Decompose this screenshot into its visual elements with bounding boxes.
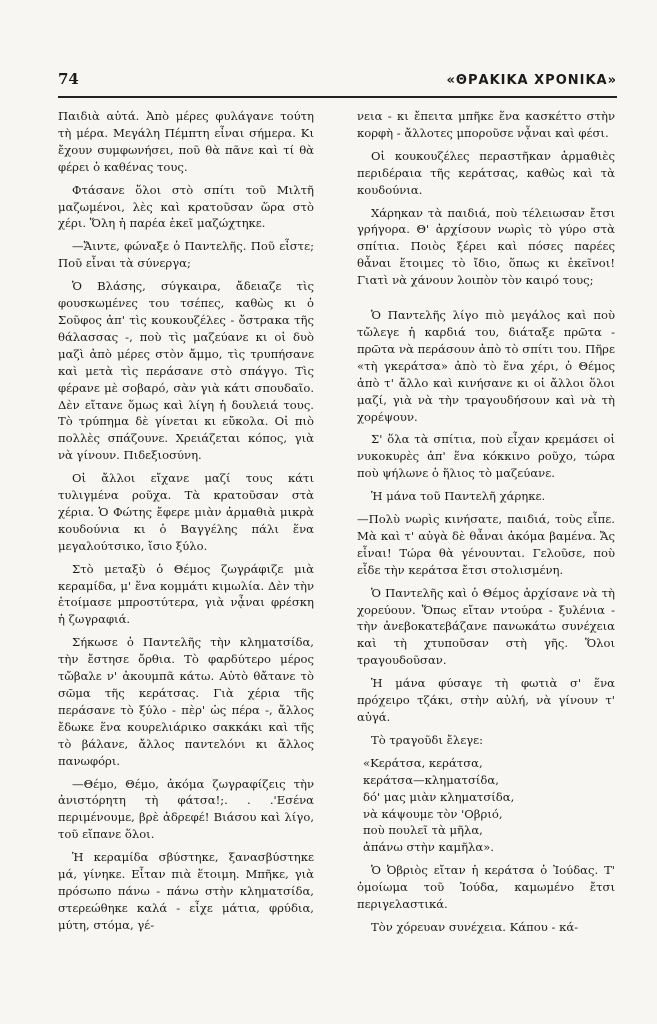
paragraph: Τὸν χόρευαν συνέχεια. Κάπου - κά- <box>371 919 579 934</box>
paragraph: Σήκωσε ὁ Παντελῆς τὴν κληματσίδα, τὴν ἔστησε ὄρθια. Τὸ φαρδύτερο μέρος τὤβαλε ν' ἀκουμπᾶ κάτω. Αὐτὸ θἄτανε τὸ σῶμα τῆς κεράτσας. Γιὰ χέρια τῆς περάσανε τὸ ξύλο - πὲρ' ὡς πέρα -, ἄλλος ἔδωκε ἕνα κουρελιάρικο σακκάκι καὶ τῆς τὸ βάλανε, ἄλλος παντελόνι κι ἄλλος πανωφόρι. <box>58 635 314 768</box>
paragraph: Οἱ ἄλλοι εἴχανε μαζί τους κάτι τυλιγμένα ροῦχα. Τὰ κρατοῦσαν στὰ χέρια. Ὁ Φώτης ἔφερε μιὰν ἁρμαθιὰ μικρὰ κουδούνια κι ὁ Βαγγέλης πάλι ἕνα μεγαλούτσικο, ἴσιο ξύλο. <box>58 471 314 553</box>
song-line: δό' μας μιὰν κληματσίδα, <box>363 789 515 804</box>
paragraph: Ὁ Ὀβριὸς εἴταν ἡ κεράτσα ὁ Ἰούδας. Τ' ὁμοίωμα τοῦ Ἰούδα, καμωμένο ἔτσι περιγελαστικά. <box>357 863 615 912</box>
paragraph: Ὁ Βλάσης, σύγκαιρα, ἄδειαζε τὶς φουσκωμένες του τσέπες, καθὼς κι ὁ Σοῦφος ἀπ' τὶς κουκουζέλες - ὄστρακα τῆς θάλασσας -, ποὺ τὶς μαζεύανε κι οἱ δυὸ μαζὶ ἀπὸ μέρες στὸν ἄμμο, τὶς τρυπήσανε καὶ μετὰ τὶς περάσανε στὸ σπάγγο. Τὶς φέρανε μὲ σοβαρό, σὰν γιὰ κάτι σπουδαῖο. Δὲν εἴτανε ὅμως καὶ λίγη ἡ δουλειά τους. Τὸ τρύπημα δὲ γίνεται κι εὔκολα. Οἱ πιὸ πολλὲς σπάζουνε. Χρειάζεται κόπος, γιὰ νὰ γίνουν. Πιδεξιοσύνη. <box>58 279 314 463</box>
left-column <box>58 108 314 940</box>
song-line: ποὺ πουλεῖ τὰ μῆλα, <box>363 823 483 838</box>
paragraph: Παιδιὰ αὐτά. Ἀπὸ μέρες φυλάγανε τούτη τὴ μέρα. Μεγάλη Πέμπτη εἶναι σήμερα. Κι ἔχουν συμφωνήσει, ποῦ θὰ πᾶνε καὶ τί θὰ φέρει ὁ καθένας τους. <box>58 109 314 174</box>
paragraph: Ὁ Παντελῆς καὶ ὁ Θέμος ἀρχίσανε νὰ τὴ χορεύουν. Ὅπως εἴταν ντούρα - ξυλένια - τὴν ἀνεβοκατεβάζανε πανωκάτω συνέχεια καὶ τὴ χτυποῦσαν στὴ γῆς. Ὅλοι τραγουδοῦσαν. <box>357 585 615 668</box>
header-rule <box>58 96 617 98</box>
song-line: «Κεράτσα, κεράτσα, <box>363 755 483 770</box>
paragraph: Οἱ κουκουζέλες περαστῆκαν ἁρμαθιὲς περιδέραια τῆς κεράτσας, καθὼς καὶ τὰ κουδούνια. <box>357 148 615 197</box>
song-verse <box>357 755 615 856</box>
paragraph: Ἡ μάνα τοῦ Παντελῆ χάρηκε. <box>371 489 546 504</box>
right-column <box>357 108 615 942</box>
song-intro: Τὸ τραγοῦδι ἔλεγε: <box>371 732 484 747</box>
song-line: κεράτσα—κληματσίδα, <box>363 772 499 787</box>
page-number: 74 <box>58 70 79 88</box>
paragraph: Ἡ μάνα φύσαγε τὴ φωτιὰ σ' ἕνα πρόχειρο τζάκι, στὴν αὐλή, νὰ γίνουν τ' αὐγά. <box>357 676 615 724</box>
paragraph: Σ' ὅλα τὰ σπίτια, ποὺ εἶχαν κρεμάσει οἱ νυκοκυρὲς ἀπ' ἕνα κόκκινο ροῦχο, τώρα ποὺ ψήλωνε ὁ ἥλιος τὸ μαζεύανε. <box>357 432 615 481</box>
paragraph: Ὁ Παντελῆς λίγο πιὸ μεγάλος καὶ ποὺ τὤλεγε ἡ καρδιά του, διάταξε πρῶτα - πρῶτα νὰ περάσουν ἀπὸ τὸ σπίτι του. Πῆρε «τὴ γκεράτσα» ἀπὸ τὸ ἕνα χέρι, ὁ Θέμος ἀπὸ τ' ἄλλο καὶ κινήσανε κι οἱ ἄλλοι ὅλοι μαζί, γιὰ νὰ τὴν τραγουδήσουν καὶ νὰ τὴ χορέψουν. <box>357 308 615 424</box>
journal-title: «ΘΡΑΚΙΚΑ ΧΡΟΝΙΚΑ» <box>446 73 617 88</box>
paragraph: Χάρηκαν τὰ παιδιά, ποὺ τέλειωσαν ἔτσι γρήγορα. Θ' ἀρχίσουν νωρὶς τὸ γύρο στὰ σπίτια. Ποιὸς ξέρει καὶ πόσες παρέες θἆναι ἕτοιμες τὸ ἴδιο, ὅπως κι ἐκεῖνοι! Γιατὶ νὰ χάνουν λοιπὸν τὸν καιρό τους; <box>357 205 615 288</box>
paragraph: —Θέμο, Θέμο, ἀκόμα ζωγραφίζεις τὴν ἀνιστόρητη τὴ φάτσα!;. . .'Εσένα περιμένουμε, βρὲ ἀδρεφέ! Βιάσου καὶ λίγο, τοῦ εἴπανε ὅλοι. <box>58 776 314 842</box>
song-line: νὰ κάψουμε τὸν 'Οβριό, <box>363 806 503 821</box>
paragraph: Φτάσανε ὅλοι στὸ σπίτι τοῦ Μιλτῆ μαζωμένοι, λὲς καὶ κρατοῦσαν ὥρα στὸ χέρι. Ὅλη ἡ παρέα ἐκεῖ μαζώχτηκε. <box>58 182 314 231</box>
paragraph: νεια - κι ἔπειτα μπῆκε ἕνα κασκέττο στὴν κορφὴ - ἄλλοτες μποροῦσε νᾆναι καὶ φέσι. <box>357 109 615 140</box>
song-line: ἀπάνω στὴν καμῆλα». <box>363 840 494 855</box>
page-header <box>58 70 617 92</box>
paragraph: Ἡ κεραμίδα σβύστηκε, ξανασβύστηκε μά, γίνηκε. Εἶταν πιὰ ἕτοιμη. Μπῆκε, γιὰ πρόσωπο πάνω - πάνω στὴν κληματσίδα, στερεώθηκε καλά - εἶχε μάτια, φρύδια, μύτη, στόμα, γέ- <box>58 850 314 932</box>
paragraph: Στὸ μεταξὺ ὁ Θέμος ζωγράφιζε μιὰ κεραμίδα, μ' ἕνα κομμάτι κιμωλία. Δὲν τὴν ἑτοίμασε μπροστύτερα, γιὰ νᾆναι φρέσκη ἡ ζωγραφιά. <box>58 561 314 627</box>
paragraph: —Ἄιντε, φώναξε ὁ Παντελῆς. Ποῦ εἶστε; Ποῦ εἶναι τὰ σύνεργα; <box>58 239 314 271</box>
paragraph: —Πολὺ νωρὶς κινήσατε, παιδιά, τοὺς εἶπε. Μὰ καὶ τ' αὐγὰ δὲ θἆναι ἀκόμα βαμένα. Ἄς εἶναι! Τώρα θὰ γένουνται. Γελοῦσε, ποὺ εἶδε τὴν κεράτσα ἔτσι στολισμένη. <box>357 512 615 577</box>
